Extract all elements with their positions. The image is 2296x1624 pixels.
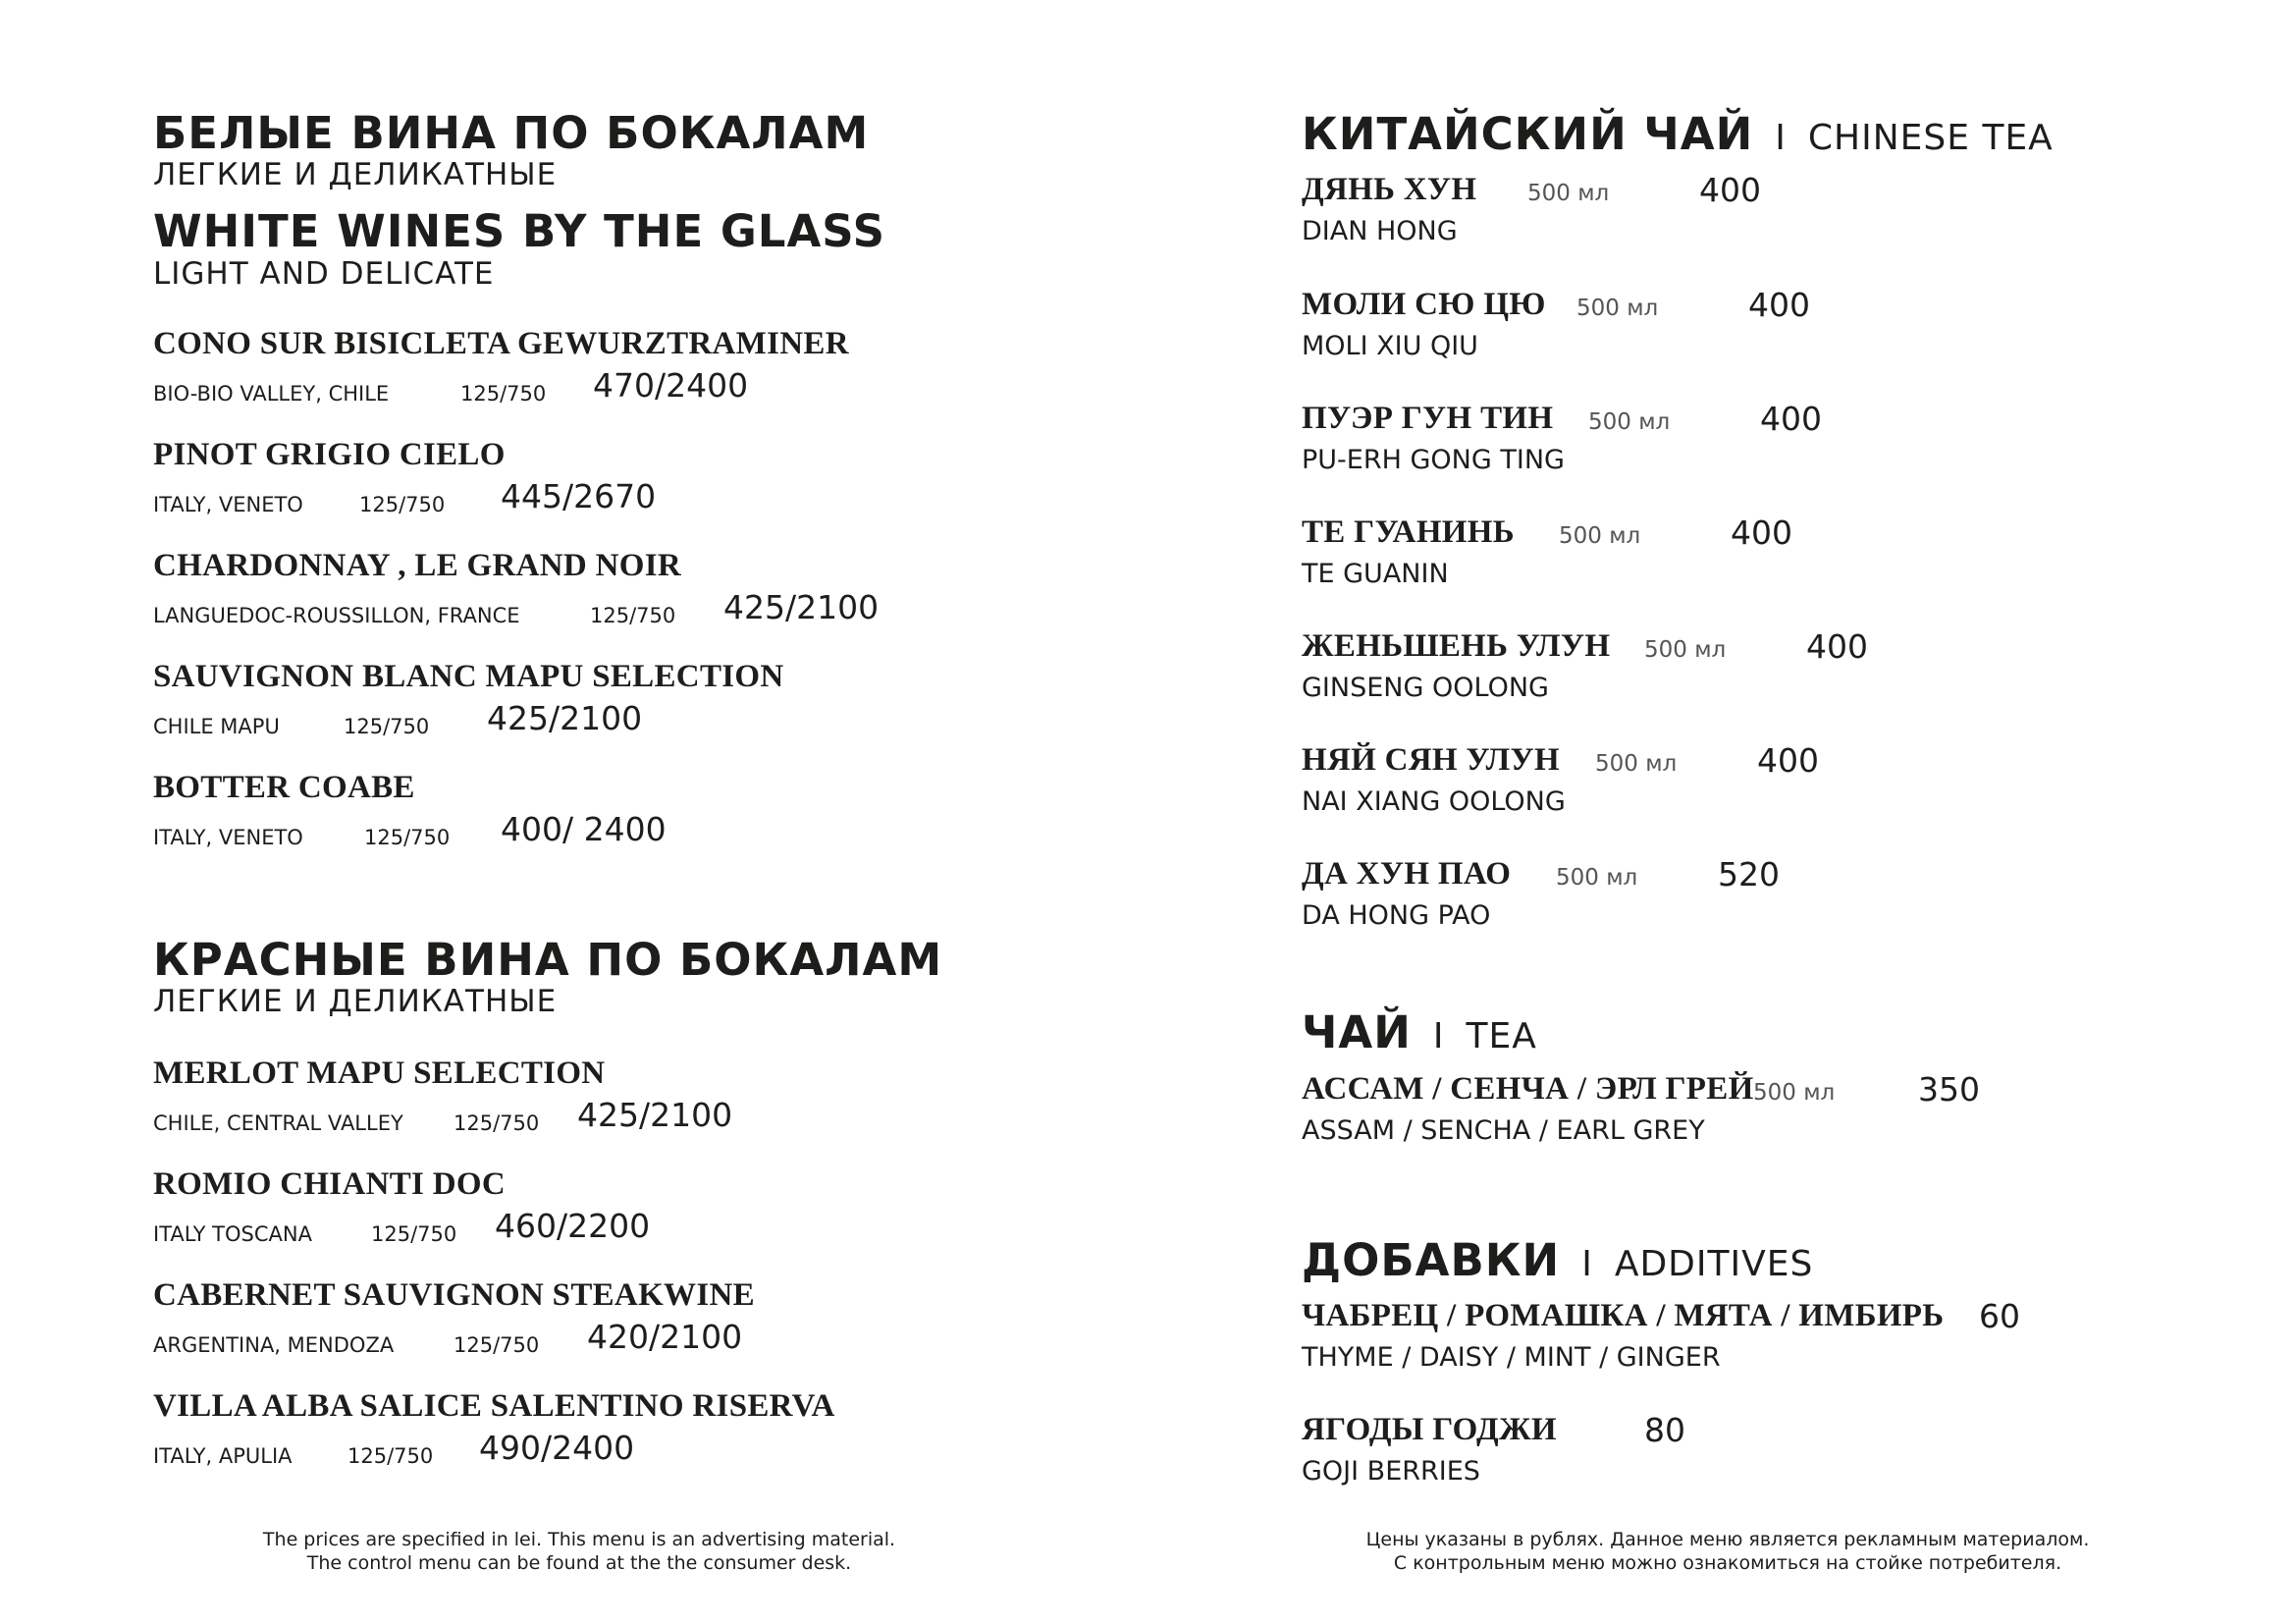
heading-separator: I: [1775, 118, 1787, 158]
tea-name-en: DA HONG PAO: [1302, 900, 1491, 931]
white-wines-subtitle-ru: ЛЕГКИЕ И ДЕЛИКАТНЫЕ: [153, 157, 558, 192]
tea-item: [1302, 286, 1810, 361]
wine-volume: 125/750: [347, 1444, 434, 1468]
wine-price: 460/2200: [495, 1207, 651, 1245]
tea-name: ДА ХУН ПАО: [1302, 856, 1512, 892]
wine-volume: 125/750: [359, 493, 446, 516]
tea-item: [1302, 400, 1822, 475]
tea-item: [1302, 171, 1761, 246]
wine-item: [153, 1166, 651, 1246]
red-wines-title-ru: КРАСНЫЕ ВИНА ПО БОКАЛАМ: [153, 934, 943, 986]
wine-origin: ITALY, VENETO: [153, 493, 303, 516]
additives-title-ru: ДОБАВКИ: [1302, 1234, 1561, 1286]
tea-heading: [1302, 1006, 1537, 1058]
wine-volume: 125/750: [590, 604, 676, 627]
wine-volume: 125/750: [344, 715, 430, 738]
wine-price: 445/2670: [501, 477, 657, 515]
wine-item: [153, 770, 667, 849]
wine-meta: [153, 1207, 651, 1246]
wine-meta: [153, 366, 849, 406]
footer-line: Цены указаны в рублях. Данное меню является рекламным материалом.: [1365, 1529, 2090, 1550]
wine-origin: BIO-BIO VALLEY, CHILE: [153, 382, 390, 406]
wine-item: [153, 328, 849, 405]
wine-price: 425/2100: [487, 699, 643, 737]
tea-item: [1302, 741, 1819, 817]
wine-item: [153, 437, 657, 516]
additive-name-en: GOJI BERRIES: [1302, 1456, 1480, 1487]
wine-meta: [153, 1318, 755, 1357]
tea-name: ПУЭР ГУН ТИН: [1302, 401, 1554, 436]
additive-price: 80: [1644, 1411, 1685, 1449]
white-wines-title-en: WHITE WINES BY THE GLASS: [153, 205, 886, 257]
tea-volume: 500 мл: [1576, 296, 1659, 321]
additive-item: [1302, 1297, 2020, 1373]
wine-meta: [153, 588, 880, 627]
tea-volume: 500 мл: [1556, 865, 1638, 891]
chinese-tea-heading: [1302, 108, 2054, 160]
wine-volume: 125/750: [460, 382, 547, 406]
wine-volume: 125/750: [371, 1222, 457, 1246]
tea-name-en: NAI XIANG OOLONG: [1302, 786, 1566, 817]
wine-item: [153, 1390, 835, 1467]
tea-price: 400: [1699, 171, 1761, 209]
chinese-tea-title-en: CHINESE TEA: [1807, 118, 2054, 158]
wine-origin: ARGENTINA, MENDOZA: [153, 1333, 395, 1357]
tea-name-en: MOLI XIU QIU: [1302, 331, 1478, 361]
wine-volume: 125/750: [454, 1333, 540, 1357]
tea-name: НЯЙ СЯН УЛУН: [1302, 742, 1560, 778]
wine-name: CHARDONNAY , LE GRAND NOIR: [153, 548, 681, 583]
heading-separator: I: [1432, 1016, 1445, 1056]
tea-volume: 500 мл: [1595, 751, 1678, 777]
white-wines-title-ru: БЕЛЫЕ ВИНА ПО БОКАЛАМ: [153, 107, 870, 159]
tea-item: [1302, 1070, 1980, 1146]
wine-item: [153, 1279, 755, 1356]
wine-volume: 125/750: [364, 826, 451, 849]
wine-name: SAUVIGNON BLANC MAPU SELECTION: [153, 659, 784, 694]
wine-name: BOTTER COABE: [153, 770, 415, 805]
footer-line: С контрольным меню можно ознакомиться на стойке потребителя.: [1393, 1552, 2062, 1574]
wine-origin: CHILE MAPU: [153, 715, 280, 738]
wine-price: 400/ 2400: [501, 810, 667, 848]
heading-separator: I: [1581, 1244, 1593, 1284]
wine-item: [153, 1056, 733, 1135]
wine-origin: ITALY, APULIA: [153, 1444, 293, 1468]
white-wines-subtitle-en: LIGHT AND DELICATE: [153, 256, 495, 292]
wine-name: MERLOT MAPU SELECTION: [153, 1056, 606, 1091]
tea-name: АССАМ / СЕНЧА / ЭРЛ ГРЕЙ: [1302, 1071, 1754, 1107]
additive-name: ЧАБРЕЦ / РОМАШКА / МЯТА / ИМБИРЬ: [1302, 1298, 1945, 1333]
tea-price: 400: [1757, 741, 1819, 780]
tea-price: 400: [1806, 627, 1868, 666]
wine-price: 425/2100: [577, 1096, 733, 1134]
additive-price: 60: [1979, 1297, 2020, 1335]
chinese-tea-title-ru: КИТАЙСКИЙ ЧАЙ: [1302, 108, 1754, 160]
tea-name-en: ASSAM / SENCHA / EARL GREY: [1302, 1115, 1705, 1146]
wine-item: [153, 661, 784, 737]
additives-heading: [1302, 1234, 1814, 1286]
wine-name: VILLA ALBA SALICE SALENTINO RISERVA: [153, 1388, 835, 1424]
tea-name: ЖЕНЬШЕНЬ УЛУН: [1302, 628, 1611, 664]
footer-line: The control menu can be found at the the consumer desk.: [306, 1552, 852, 1574]
tea-volume: 500 мл: [1588, 409, 1671, 435]
tea-name: ДЯНЬ ХУН: [1302, 172, 1477, 207]
footer-disclaimer-en: [236, 1528, 923, 1575]
additive-name: ЯГОДЫ ГОДЖИ: [1302, 1412, 1557, 1447]
wine-meta: [153, 477, 657, 516]
wine-price: 425/2100: [723, 588, 880, 626]
wine-price: 490/2400: [479, 1429, 635, 1467]
additives-title-en: ADDITIVES: [1614, 1244, 1814, 1284]
wine-item: [153, 548, 880, 627]
tea-item: [1302, 514, 1792, 589]
wine-meta: [153, 1429, 835, 1468]
additive-item: [1302, 1411, 1685, 1487]
tea-name-en: PU-ERH GONG TING: [1302, 445, 1565, 475]
tea-item: [1302, 855, 1780, 931]
tea-volume: 500 мл: [1559, 523, 1641, 549]
tea-name-en: DIAN HONG: [1302, 216, 1458, 246]
additive-name-en: THYME / DAISY / MINT / GINGER: [1302, 1342, 1721, 1373]
footer-line: The prices are specified in lei. This menu is an advertising material.: [262, 1529, 896, 1550]
red-wines-subtitle-ru: ЛЕГКИЕ И ДЕЛИКАТНЫЕ: [153, 984, 558, 1019]
wine-meta: [153, 810, 667, 849]
tea-price: 520: [1718, 855, 1780, 893]
tea-price: 400: [1748, 286, 1810, 324]
wine-name: CONO SUR BISICLETA GEWURZTRAMINER: [153, 326, 849, 361]
wine-price: 470/2400: [593, 366, 749, 405]
wine-origin: ITALY TOSCANA: [153, 1222, 312, 1246]
tea-volume: 500 мл: [1644, 637, 1727, 663]
footer-disclaimer-ru: [1364, 1528, 2091, 1575]
tea-name-en: TE GUANIN: [1302, 559, 1449, 589]
tea-price: 400: [1731, 514, 1792, 552]
wine-name: ROMIO CHIANTI DOC: [153, 1166, 506, 1202]
wine-volume: 125/750: [454, 1111, 540, 1135]
tea-title-en: TEA: [1466, 1016, 1537, 1056]
wine-name: PINOT GRIGIO CIELO: [153, 437, 506, 472]
wine-origin: LANGUEDOC-ROUSSILLON, FRANCE: [153, 604, 520, 627]
wine-origin: ITALY, VENETO: [153, 826, 303, 849]
tea-item: [1302, 627, 1868, 703]
wine-origin: CHILE, CENTRAL VALLEY: [153, 1111, 403, 1135]
tea-volume: 500 мл: [1753, 1080, 1836, 1106]
tea-name-en: GINSENG OOLONG: [1302, 673, 1549, 703]
tea-title-ru: ЧАЙ: [1302, 1006, 1412, 1058]
tea-price: 350: [1918, 1070, 1980, 1109]
wine-meta: [153, 699, 784, 738]
tea-volume: 500 мл: [1527, 181, 1610, 206]
tea-name: МОЛИ СЮ ЦЮ: [1302, 287, 1546, 322]
wine-price: 420/2100: [587, 1318, 743, 1356]
tea-price: 400: [1760, 400, 1822, 438]
wine-name: CABERNET SAUVIGNON STEAKWINE: [153, 1277, 755, 1313]
tea-name: ТЕ ГУАНИНЬ: [1302, 514, 1515, 550]
wine-meta: [153, 1096, 733, 1135]
